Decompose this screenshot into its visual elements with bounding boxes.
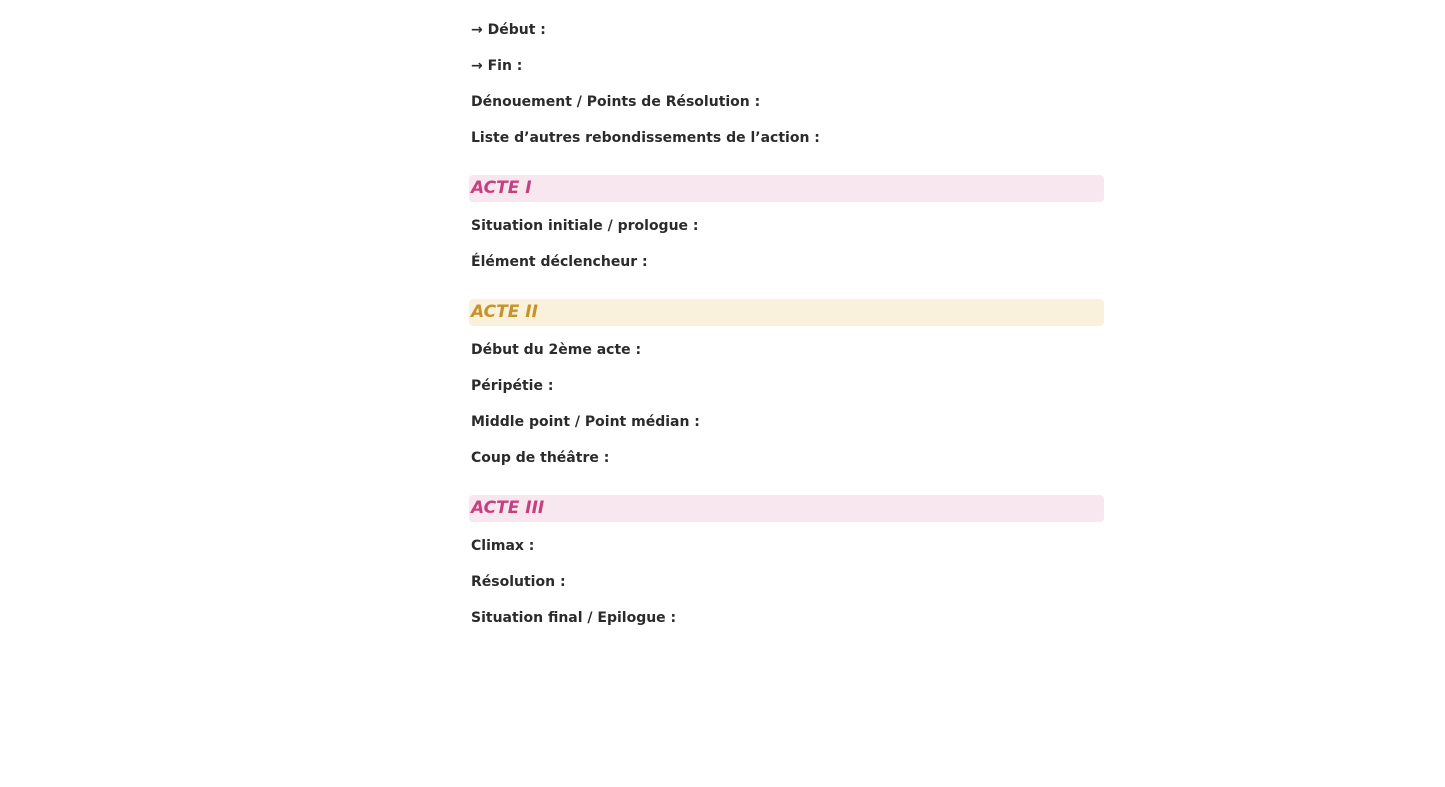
field-coup-de-theatre[interactable]: Coup de théâtre : [471, 450, 610, 466]
field-rebondissements[interactable]: Liste d’autres rebondissements de l’action : [471, 130, 820, 146]
acte-1-heading-block [469, 175, 1104, 202]
acte-3-heading[interactable]: ACTE III [471, 498, 545, 518]
field-debut-2eme-acte[interactable]: Début du 2ème acte : [471, 342, 642, 358]
field-climax[interactable]: Climax : [471, 538, 535, 554]
field-situation-initiale[interactable]: Situation initiale / prologue : [471, 218, 699, 234]
field-element-declencheur[interactable]: Élément déclencheur : [471, 254, 648, 270]
field-fin[interactable]: → Fin : [471, 58, 523, 74]
acte-1-heading[interactable]: ACTE I [471, 178, 532, 198]
field-denouement[interactable]: Dénouement / Points de Résolution : [471, 94, 761, 110]
field-situation-finale[interactable]: Situation final / Epilogue : [471, 610, 677, 626]
acte-3-heading-block [469, 495, 1104, 522]
acte-2-heading[interactable]: ACTE II [471, 302, 538, 322]
field-middle-point[interactable]: Middle point / Point médian : [471, 414, 700, 430]
field-debut[interactable]: → Début : [471, 22, 546, 38]
acte-2-heading-block [469, 299, 1104, 326]
field-resolution[interactable]: Résolution : [471, 574, 566, 590]
field-peripetie[interactable]: Péripétie : [471, 378, 554, 394]
